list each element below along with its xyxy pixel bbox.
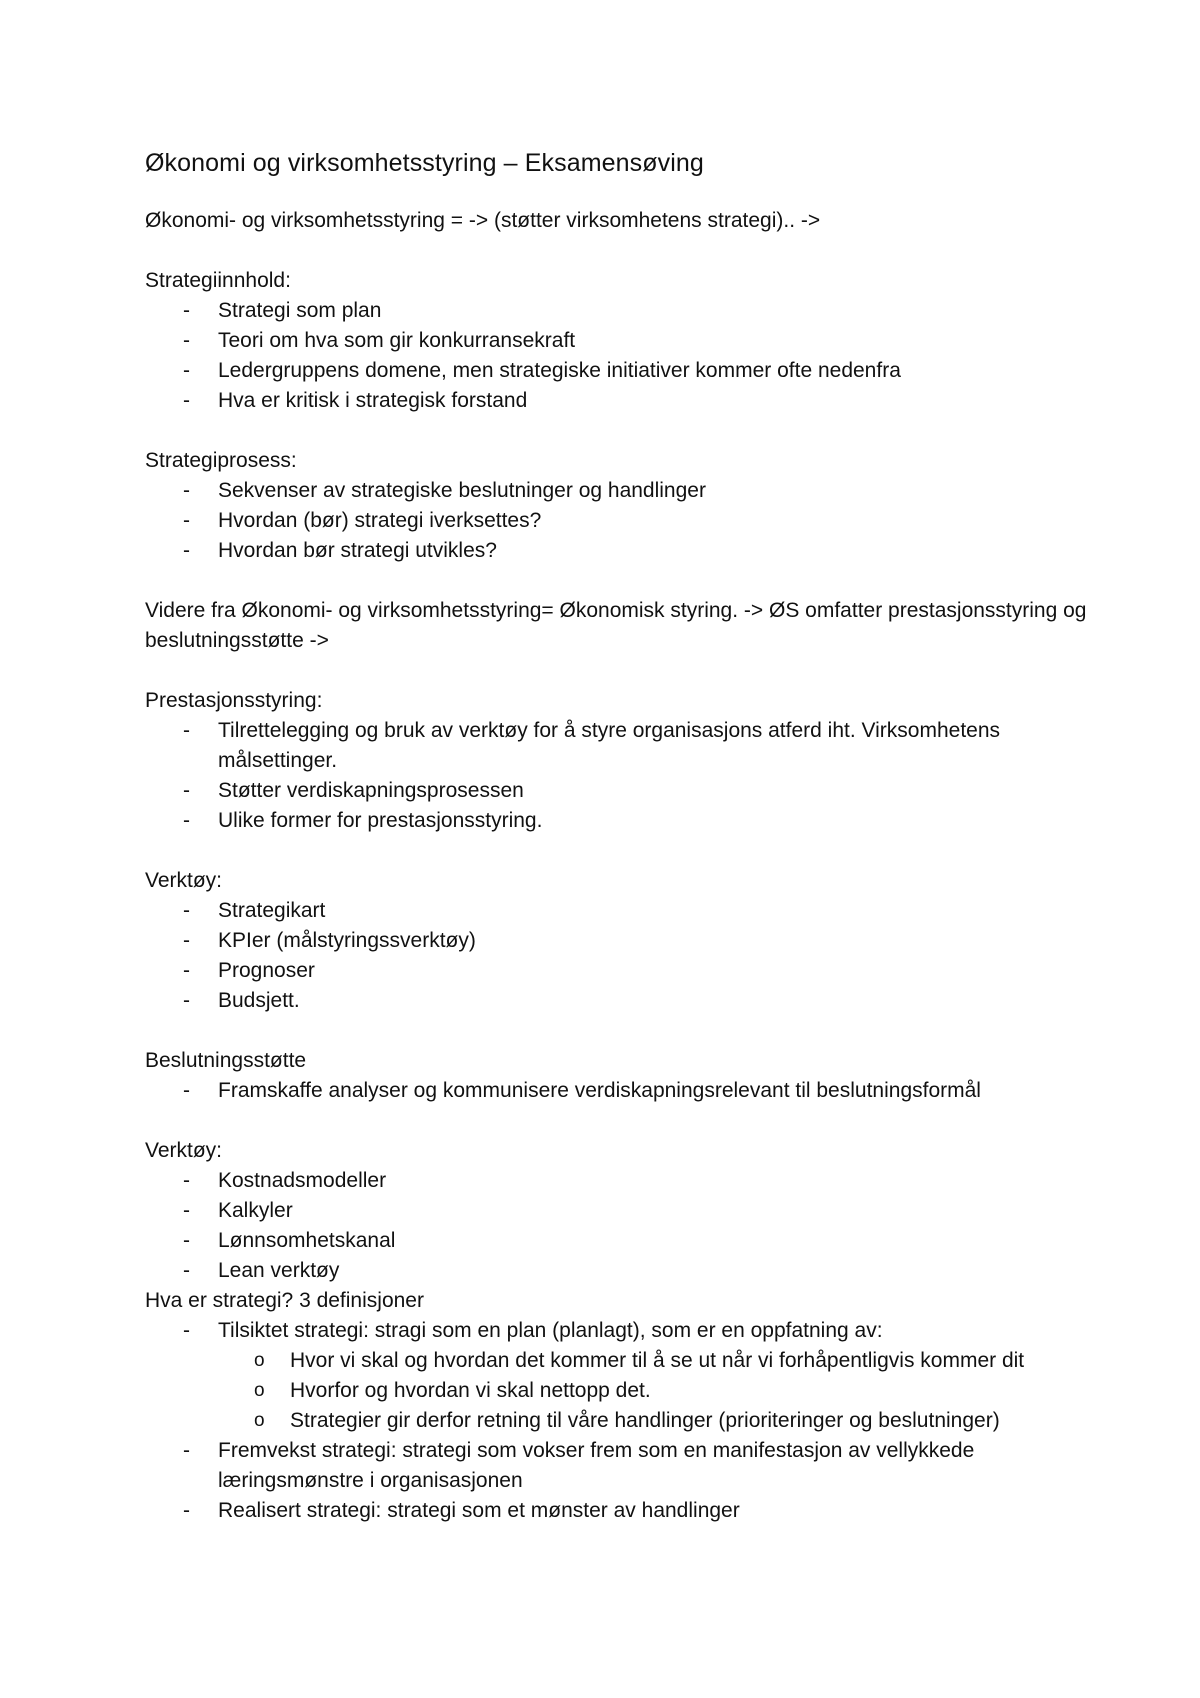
list-item: [145, 506, 1100, 536]
list-verktoy-prestasjonsstyring: [145, 896, 1100, 1016]
spacer: [145, 236, 1100, 266]
dash-marker: -: [183, 1229, 190, 1252]
spacer: [145, 836, 1100, 866]
dash-marker: -: [183, 539, 190, 562]
dash-marker: -: [183, 1259, 190, 1282]
section-heading-strategiinnhold: Strategiinnhold:: [145, 269, 291, 292]
list-item: [145, 476, 1100, 506]
sub-list: [218, 1346, 1100, 1436]
section-heading-verktoy: Verktøy:: [145, 1139, 223, 1162]
list-item: [145, 956, 1100, 986]
list-item: [145, 1226, 1100, 1256]
dash-marker: -: [183, 329, 190, 352]
dash-marker: -: [183, 509, 190, 532]
dash-marker: -: [183, 989, 190, 1012]
dash-marker: -: [183, 1499, 190, 1522]
list-prestasjonsstyring: [145, 716, 1100, 836]
list-item: [145, 326, 1100, 356]
list-item: [145, 386, 1100, 416]
sub-list-item-text: Hvor vi skal og hvordan det kommer til å se ut når vi forhåpentligvis kommer dit: [290, 1349, 1025, 1372]
list-item-text: Kostnadsmodeller: [218, 1169, 387, 1192]
list-item: [145, 356, 1100, 386]
sub-list-item: [218, 1346, 1100, 1376]
section-heading-verktoy: Verktøy:: [145, 869, 223, 892]
list-item-text: Sekvenser av strategiske beslutninger og handlinger: [218, 479, 706, 502]
dash-marker: -: [183, 959, 190, 982]
dash-marker: -: [183, 1439, 190, 1462]
section-heading-strategi-definisjoner: Hva er strategi? 3 definisjoner: [145, 1289, 424, 1312]
list-item-text: Kalkyler: [218, 1199, 293, 1222]
sub-list-item-text: Hvorfor og hvordan vi skal nettopp det.: [290, 1379, 651, 1402]
list-item-text: Tilsiktet strategi: stragi som en plan (planlagt), som er en oppfatning av:: [218, 1319, 883, 1342]
list-item-text: Budsjett.: [218, 989, 300, 1012]
list-strategiprosess: [145, 476, 1100, 566]
list-item: [145, 1496, 1100, 1526]
list-item-text: KPIer (målstyringssverktøy): [218, 929, 476, 952]
list-item: [145, 1166, 1100, 1196]
list-item: [145, 1316, 1100, 1436]
circle-marker: o: [254, 1410, 265, 1431]
list-item-text: Ledergruppens domene, men strategiske initiativer kommer ofte nedenfra: [218, 359, 901, 382]
dash-marker: -: [183, 929, 190, 952]
list-item-text: Lønnsomhetskanal: [218, 1229, 396, 1252]
spacer: [145, 656, 1100, 686]
dash-marker: -: [183, 899, 190, 922]
list-verktoy-beslutningsstotte: [145, 1166, 1100, 1286]
list-item-text: Lean verktøy: [218, 1259, 340, 1282]
spacer: [145, 416, 1100, 446]
list-item-text: Hvordan (bør) strategi iverksettes?: [218, 509, 542, 532]
sub-list-item: [218, 1406, 1100, 1436]
dash-marker: -: [183, 389, 190, 412]
list-item: [145, 1256, 1100, 1286]
circle-marker: o: [254, 1350, 265, 1371]
list-item-text: Fremvekst strategi: strategi som vokser frem som en manifestasjon av vellykkede læringsmønstre i organisasjonen: [218, 1439, 975, 1492]
dash-marker: -: [183, 1079, 190, 1102]
list-item-text: Tilrettelegging og bruk av verktøy for å styre organisasjons atferd iht. Virksomhetens målsettinger.: [218, 719, 1001, 772]
list-item: [145, 296, 1100, 326]
dash-marker: -: [183, 779, 190, 802]
list-item: [145, 776, 1100, 806]
page-title: Økonomi og virksomhetsstyring – Eksamensøving: [145, 149, 704, 177]
list-item: [145, 926, 1100, 956]
dash-marker: -: [183, 719, 190, 742]
section-heading-beslutningsstotte: Beslutningsstøtte: [145, 1049, 307, 1072]
list-item: [145, 1436, 1100, 1496]
list-item-text: Hvordan bør strategi utvikles?: [218, 539, 497, 562]
list-item-text: Strategi som plan: [218, 299, 382, 322]
list-item-text: Framskaffe analyser og kommunisere verdiskapningsrelevant til beslutningsformål: [218, 1079, 981, 1102]
list-item-text: Støtter verdiskapningsprosessen: [218, 779, 524, 802]
list-item: [145, 1076, 1100, 1106]
list-item: [145, 536, 1100, 566]
list-item-text: Prognoser: [218, 959, 315, 982]
list-item-text: Strategikart: [218, 899, 326, 922]
section-heading-strategiprosess: Strategiprosess:: [145, 449, 297, 472]
list-item: [145, 716, 1100, 776]
list-item: [145, 806, 1100, 836]
videre-paragraph: Videre fra Økonomi- og virksomhetsstyring= Økonomisk styring. -> ØS omfatter prestasjonsstyring og beslutningsstøtte ->: [145, 599, 1087, 652]
dash-marker: -: [183, 1169, 190, 1192]
spacer: [145, 566, 1100, 596]
list-item-text: Realisert strategi: strategi som et mønster av handlinger: [218, 1499, 740, 1522]
dash-marker: -: [183, 1199, 190, 1222]
list-strategi-definisjoner: [145, 1316, 1100, 1526]
sub-list-item: [218, 1376, 1100, 1406]
list-strategiinnhold: [145, 296, 1100, 416]
dash-marker: -: [183, 299, 190, 322]
dash-marker: -: [183, 809, 190, 832]
list-item: [145, 1196, 1100, 1226]
list-beslutningsstotte: [145, 1076, 1100, 1106]
list-item-text: Ulike former for prestasjonsstyring.: [218, 809, 543, 832]
dash-marker: -: [183, 359, 190, 382]
dash-marker: -: [183, 1319, 190, 1342]
list-item: [145, 896, 1100, 926]
dash-marker: -: [183, 479, 190, 502]
section-heading-prestasjonsstyring: Prestasjonsstyring:: [145, 689, 323, 712]
list-item-text: Hva er kritisk i strategisk forstand: [218, 389, 528, 412]
spacer: [145, 1016, 1100, 1046]
spacer: [145, 1106, 1100, 1136]
list-item: [145, 986, 1100, 1016]
circle-marker: o: [254, 1380, 265, 1401]
intro-paragraph: Økonomi- og virksomhetsstyring = -> (støtter virksomhetens strategi).. ->: [145, 209, 821, 232]
sub-list-item-text: Strategier gir derfor retning til våre handlinger (prioriteringer og beslutninger): [290, 1409, 1000, 1432]
list-item-text: Teori om hva som gir konkurransekraft: [218, 329, 576, 352]
